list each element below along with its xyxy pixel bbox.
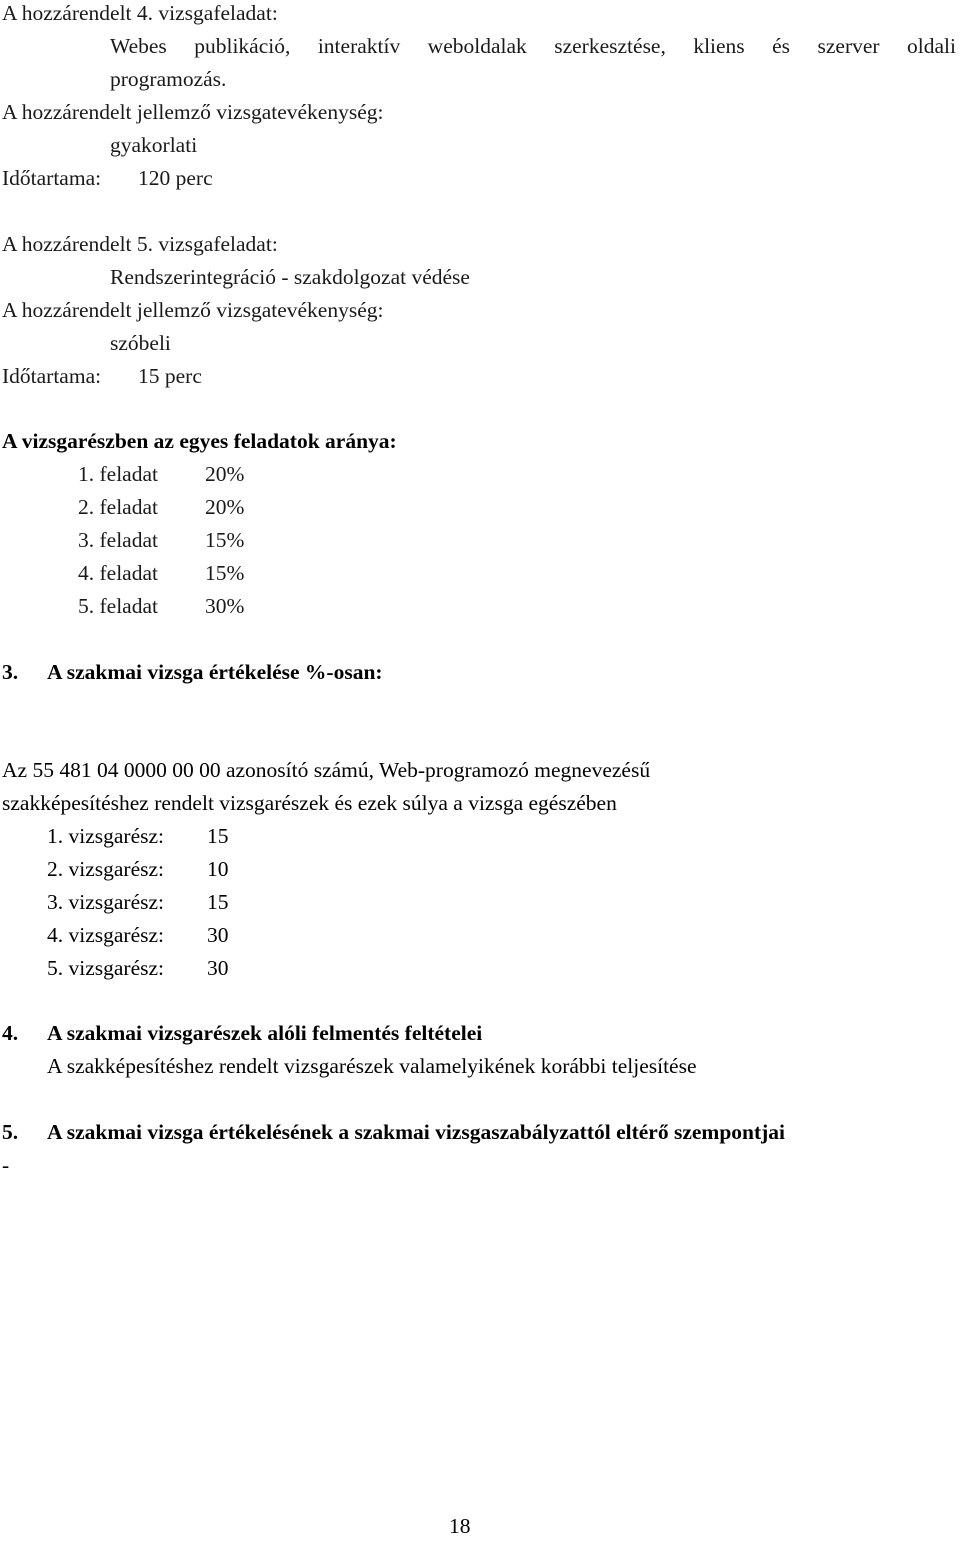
task4-activity-label: A hozzárendelt jellemző vizsgatevékenység: [2, 100, 384, 124]
task5-title: Rendszerintegráció - szakdolgozat védése [110, 265, 470, 289]
task5-activity-label: A hozzárendelt jellemző vizsgatevékenység: [2, 298, 384, 322]
page-number: 18 [449, 1514, 471, 1538]
task4-title: Webes publikáció, interaktív weboldalak szerkesztése, kliens és szerver oldali [110, 34, 956, 58]
document-page: A hozzárendelt 4. vizsgafeladat: Webes publikáció, interaktív weboldalak szerkesztése, kliens és szerver oldali programozás. A hozzárendelt jellemző vizsgatevékenység: gyakorlati Időtartama: 120 perc A hozzárendelt 5. vizsgafeladat: Rendszerintegráció - szakdolgozat védése A hozzárendelt jellemző vizsgatevékenység: szóbeli Időtartama: 15 perc A vizsgarészben az egyes feladatok aránya: 1. feladat 20% 2. feladat 20% 3. feladat 15% 4. feladat 15% 5. feladat 30% 3. A szakmai vizsga értékelése %-osan: Az 55 481 04 0000 00 00 azonosító számú, Web-programozó megnevezésű szakképesítéshez rendelt vizsgarészek és ezek súlya a vizsga egészében 1. vizsgarész: 15 2. vizsgarész: 10 3. vizsgarész: 15 4. vizsgarész: 30 5. vizsgarész: 30 4. A szakmai vizsgarészek alóli felmentés feltételei A szakképesítéshez rendelt vizsgarészek valamelyikének korábbi teljesítése 5. A szakmai vizsga értékelésének a szakmai vizsgaszabályzattól eltérő szempontjai - 18 [0, 0, 960, 1535]
task5-heading: A hozzárendelt 5. vizsgafeladat: [2, 232, 278, 256]
section4-text: A szakképesítéshez rendelt vizsgarészek valamelyikének korábbi teljesítése [47, 1054, 697, 1078]
section3-paragraph-line2: szakképesítéshez rendelt vizsgarészek és ezek súlya a vizsga egészében [2, 791, 617, 815]
section3-paragraph-line1: Az 55 481 04 0000 00 00 azonosító számú, Web-programozó megnevezésű [2, 758, 651, 782]
section5-text: - [2, 1153, 10, 1177]
task4-heading: A hozzárendelt 4. vizsgafeladat: [2, 1, 278, 25]
ratios-heading: A vizsgarészben az egyes feladatok aránya: [2, 429, 397, 453]
task5-activity-value: szóbeli [110, 331, 171, 355]
task4-title-continued: programozás. [110, 67, 227, 91]
task4-activity-value: gyakorlati [110, 133, 198, 157]
